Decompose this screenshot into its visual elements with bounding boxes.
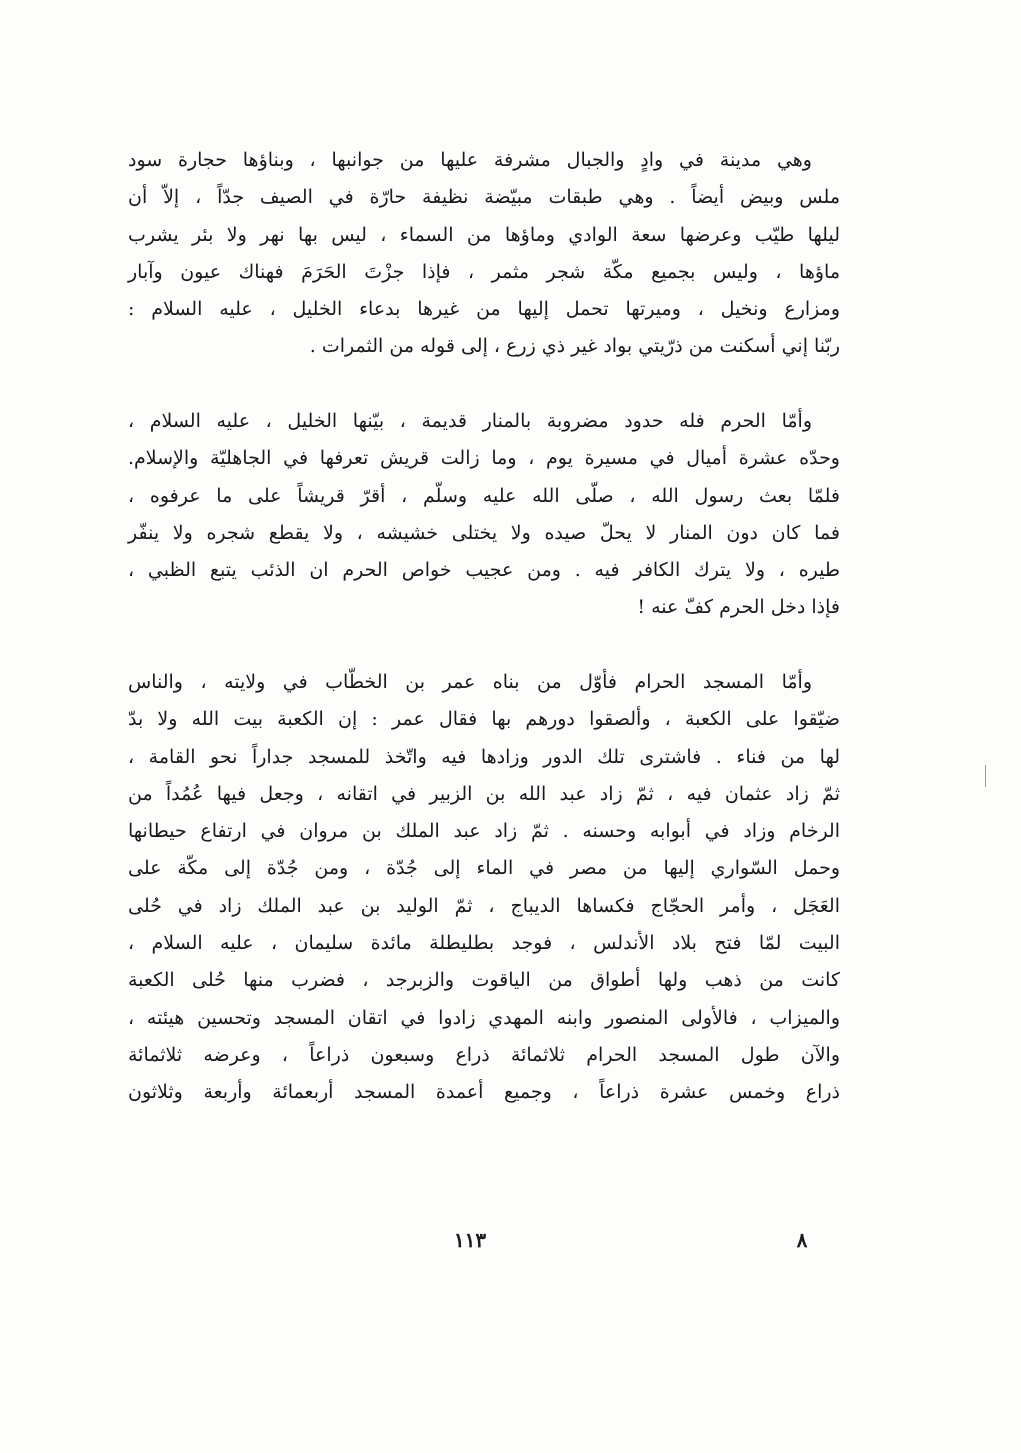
page-number: ١١٣ <box>453 1228 487 1252</box>
text-line: العَجَل ، وأمر الحجّاج فكساها الديباج ، ثمّ الوليد بن عبد الملك زاد في حُلى <box>128 894 840 917</box>
text-line: ملس وبيض أيضاً . وهي طبقات مبيّضة نظيفة حارّة في الصيف جدّاً ، إلاّ أن <box>128 186 840 209</box>
text-line: وحمل السّواري إليها من مصر في الماء إلى جُدّة ، ومن جُدّة إلى مكّة على <box>128 857 840 880</box>
text-line: الرخام وزاد في أبوابه وحسنه . ثمّ زاد عبد الملك بن مروان في ارتفاع حيطانها <box>128 820 840 843</box>
signature-mark: ٨ <box>796 1228 808 1252</box>
text-line: وهي مدينة في وادٍ والجبال مشرفة عليها من جوانبها ، وبناؤها حجارة سود <box>128 149 812 171</box>
text-line: وأمّا الحرم فله حدود مضروبة بالمنار قديمة ، بيّنها الخليل ، عليه السلام ، <box>128 410 812 432</box>
text-line: ماؤها ، وليس بجميع مكّة شجر مثمر ، فإذا جزْتَ الحَرَمَ فهناك عيون وآبار <box>128 260 840 283</box>
text-line: وأمّا المسجد الحرام فأوّل من بناه عمر بن الخطّاب في ولايته ، والناس <box>128 671 812 693</box>
paragraph-haram-boundaries <box>128 403 840 627</box>
text-line: والميزاب ، فالأولى المنصور وابنه المهدي زادوا في اتقان المسجد وتحسين هيئته ، <box>128 1006 840 1029</box>
text-line: طيره ، ولا يترك الكافر فيه . ومن عجيب خواص الحرم ان الذئب يتبع الظبي ، <box>128 559 840 582</box>
text-line: ربّنا إني أسكنت من ذرّيتي بواد غير ذي زرع ، إلى قوله من الثمرات . <box>309 335 840 358</box>
text-line: فإذا دخل الحرم كفّ عنه ! <box>637 596 840 619</box>
text-line: كانت من ذهب ولها أطواق من الياقوت والزبرجد ، فضرب منها حُلى الكعبة <box>128 969 840 992</box>
text-line: ومزارع ونخيل ، وميرتها تحمل إليها من غيرها بدعاء الخليل ، عليه السلام : <box>128 298 840 321</box>
text-line: ذراع وخمس عشرة ذراعاً ، وجميع أعمدة المسجد أربعمائة وأربعة وثلاثون <box>128 1081 840 1104</box>
text-line: ضيّقوا على الكعبة ، وألصقوا دورهم بها فقال عمر : إن الكعبة بيت الله ولا بدّ <box>128 708 840 731</box>
margin-mark <box>985 765 986 787</box>
text-line: فما كان دون المنار لا يحلّ صيده ولا يختلى خشيشه ، ولا يقطع شجره ولا ينفّر <box>128 521 840 544</box>
text-line: وحدّه عشرة أميال في مسيرة يوم ، وما زالت قريش تعرفها في الجاهليّة والإسلام. <box>128 447 840 470</box>
text-line: ثمّ زاد عثمان فيه ، ثمّ زاد عبد الله بن الزبير في اتقانه ، وجعل فيها عُمُداً من <box>128 782 840 805</box>
text-line: ليلها طيّب وعرضها سعة الوادي وماؤها من السماء ، ليس بها نهر ولا بئر يشرب <box>128 223 840 246</box>
page-footer <box>0 1228 1021 1264</box>
paragraph-mecca-description <box>128 142 840 366</box>
paragraph-masjid-al-haram <box>128 664 840 1112</box>
text-line: لها من فناء . فاشترى تلك الدور وزادها فيه واتّخذ للمسجد جداراً نحو القامة ، <box>128 745 840 768</box>
text-line: البيت لمّا فتح بلاد الأندلس ، فوجد بطليطلة مائدة سليمان ، عليه السلام ، <box>128 932 840 955</box>
text-line: والآن طول المسجد الحرام ثلاثمائة ذراع وسبعون ذراعاً ، وعرضه ثلاثمائة <box>128 1043 840 1066</box>
text-line: فلمّا بعث رسول الله ، صلّى الله عليه وسلّم ، أقرّ قريشاً على ما عرفوه ، <box>128 484 840 507</box>
